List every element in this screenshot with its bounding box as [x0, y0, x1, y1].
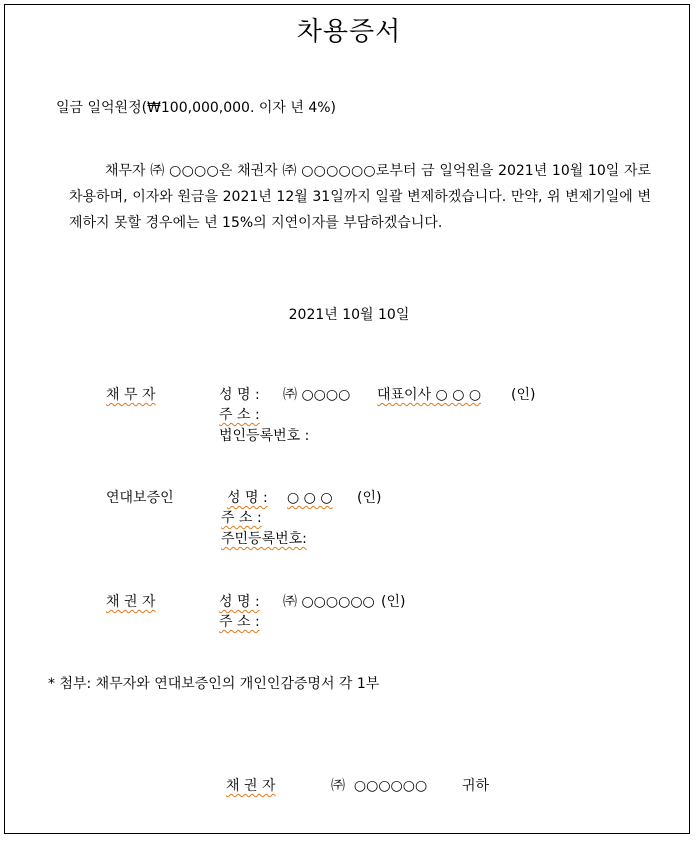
guarantor-name-value: ○ ○ ○ — [287, 490, 333, 506]
guarantor-role-label: 연대보증인 — [106, 490, 174, 506]
debtor-name-value: ㈜ ○○○○ — [283, 387, 351, 403]
guarantor-seal: (인) — [357, 490, 382, 506]
document-frame — [4, 4, 690, 834]
contract-date: 2021년 10월 10일 — [288, 307, 410, 323]
debtor-corp-reg-label: 법인등록번호 : — [219, 428, 310, 444]
document-title: 차용증서 — [296, 17, 402, 47]
creditor-seal: (인) — [381, 594, 406, 610]
debtor-address-label: 주 소 : — [219, 407, 260, 423]
debtor-seal: (인) — [511, 387, 536, 403]
guarantor-address-label: 주 소 : — [221, 510, 262, 526]
body-paragraph: 채무자 ㈜ ○○○○은 채권자 ㈜ ○○○○○○로부터 금 일억원을 2021년 10월 10일 자로 차용하며, 이자와 원금을 2021년 12월 31일까지 일괄 변제하겠습니다. 만약, 위 변제기일에 변제하지 못할 경우에는 년 15%의 지연이자를 부담하겠습니다. — [69, 163, 651, 231]
attachment-note: * 첨부: 채무자와 연대보증인의 개인인감증명서 각 1부 — [48, 676, 380, 692]
addressee-honorific: 귀하 — [462, 778, 490, 794]
debtor-name-label: 성 명 : — [219, 387, 260, 403]
guarantor-resident-reg-label: 주민등록번호: — [221, 531, 307, 547]
creditor-address-label: 주 소 : — [219, 614, 260, 630]
creditor-name-value: ㈜ ○○○○○○ — [283, 594, 375, 610]
guarantor-name-label: 성 명 : — [227, 490, 268, 506]
addressee-role-label: 채 권 자 — [226, 778, 276, 794]
creditor-role-label: 채 권 자 — [106, 594, 156, 610]
amount-line: 일금 일억원정(₩100,000,000. 이자 년 4%) — [56, 100, 337, 116]
debtor-representative-label: 대표이사 ○ ○ ○ — [377, 387, 482, 403]
debtor-role-label: 채 무 자 — [106, 387, 156, 403]
addressee-name: ㈜ ○○○○○○ — [331, 778, 428, 794]
creditor-name-label: 성 명 : — [219, 594, 260, 610]
